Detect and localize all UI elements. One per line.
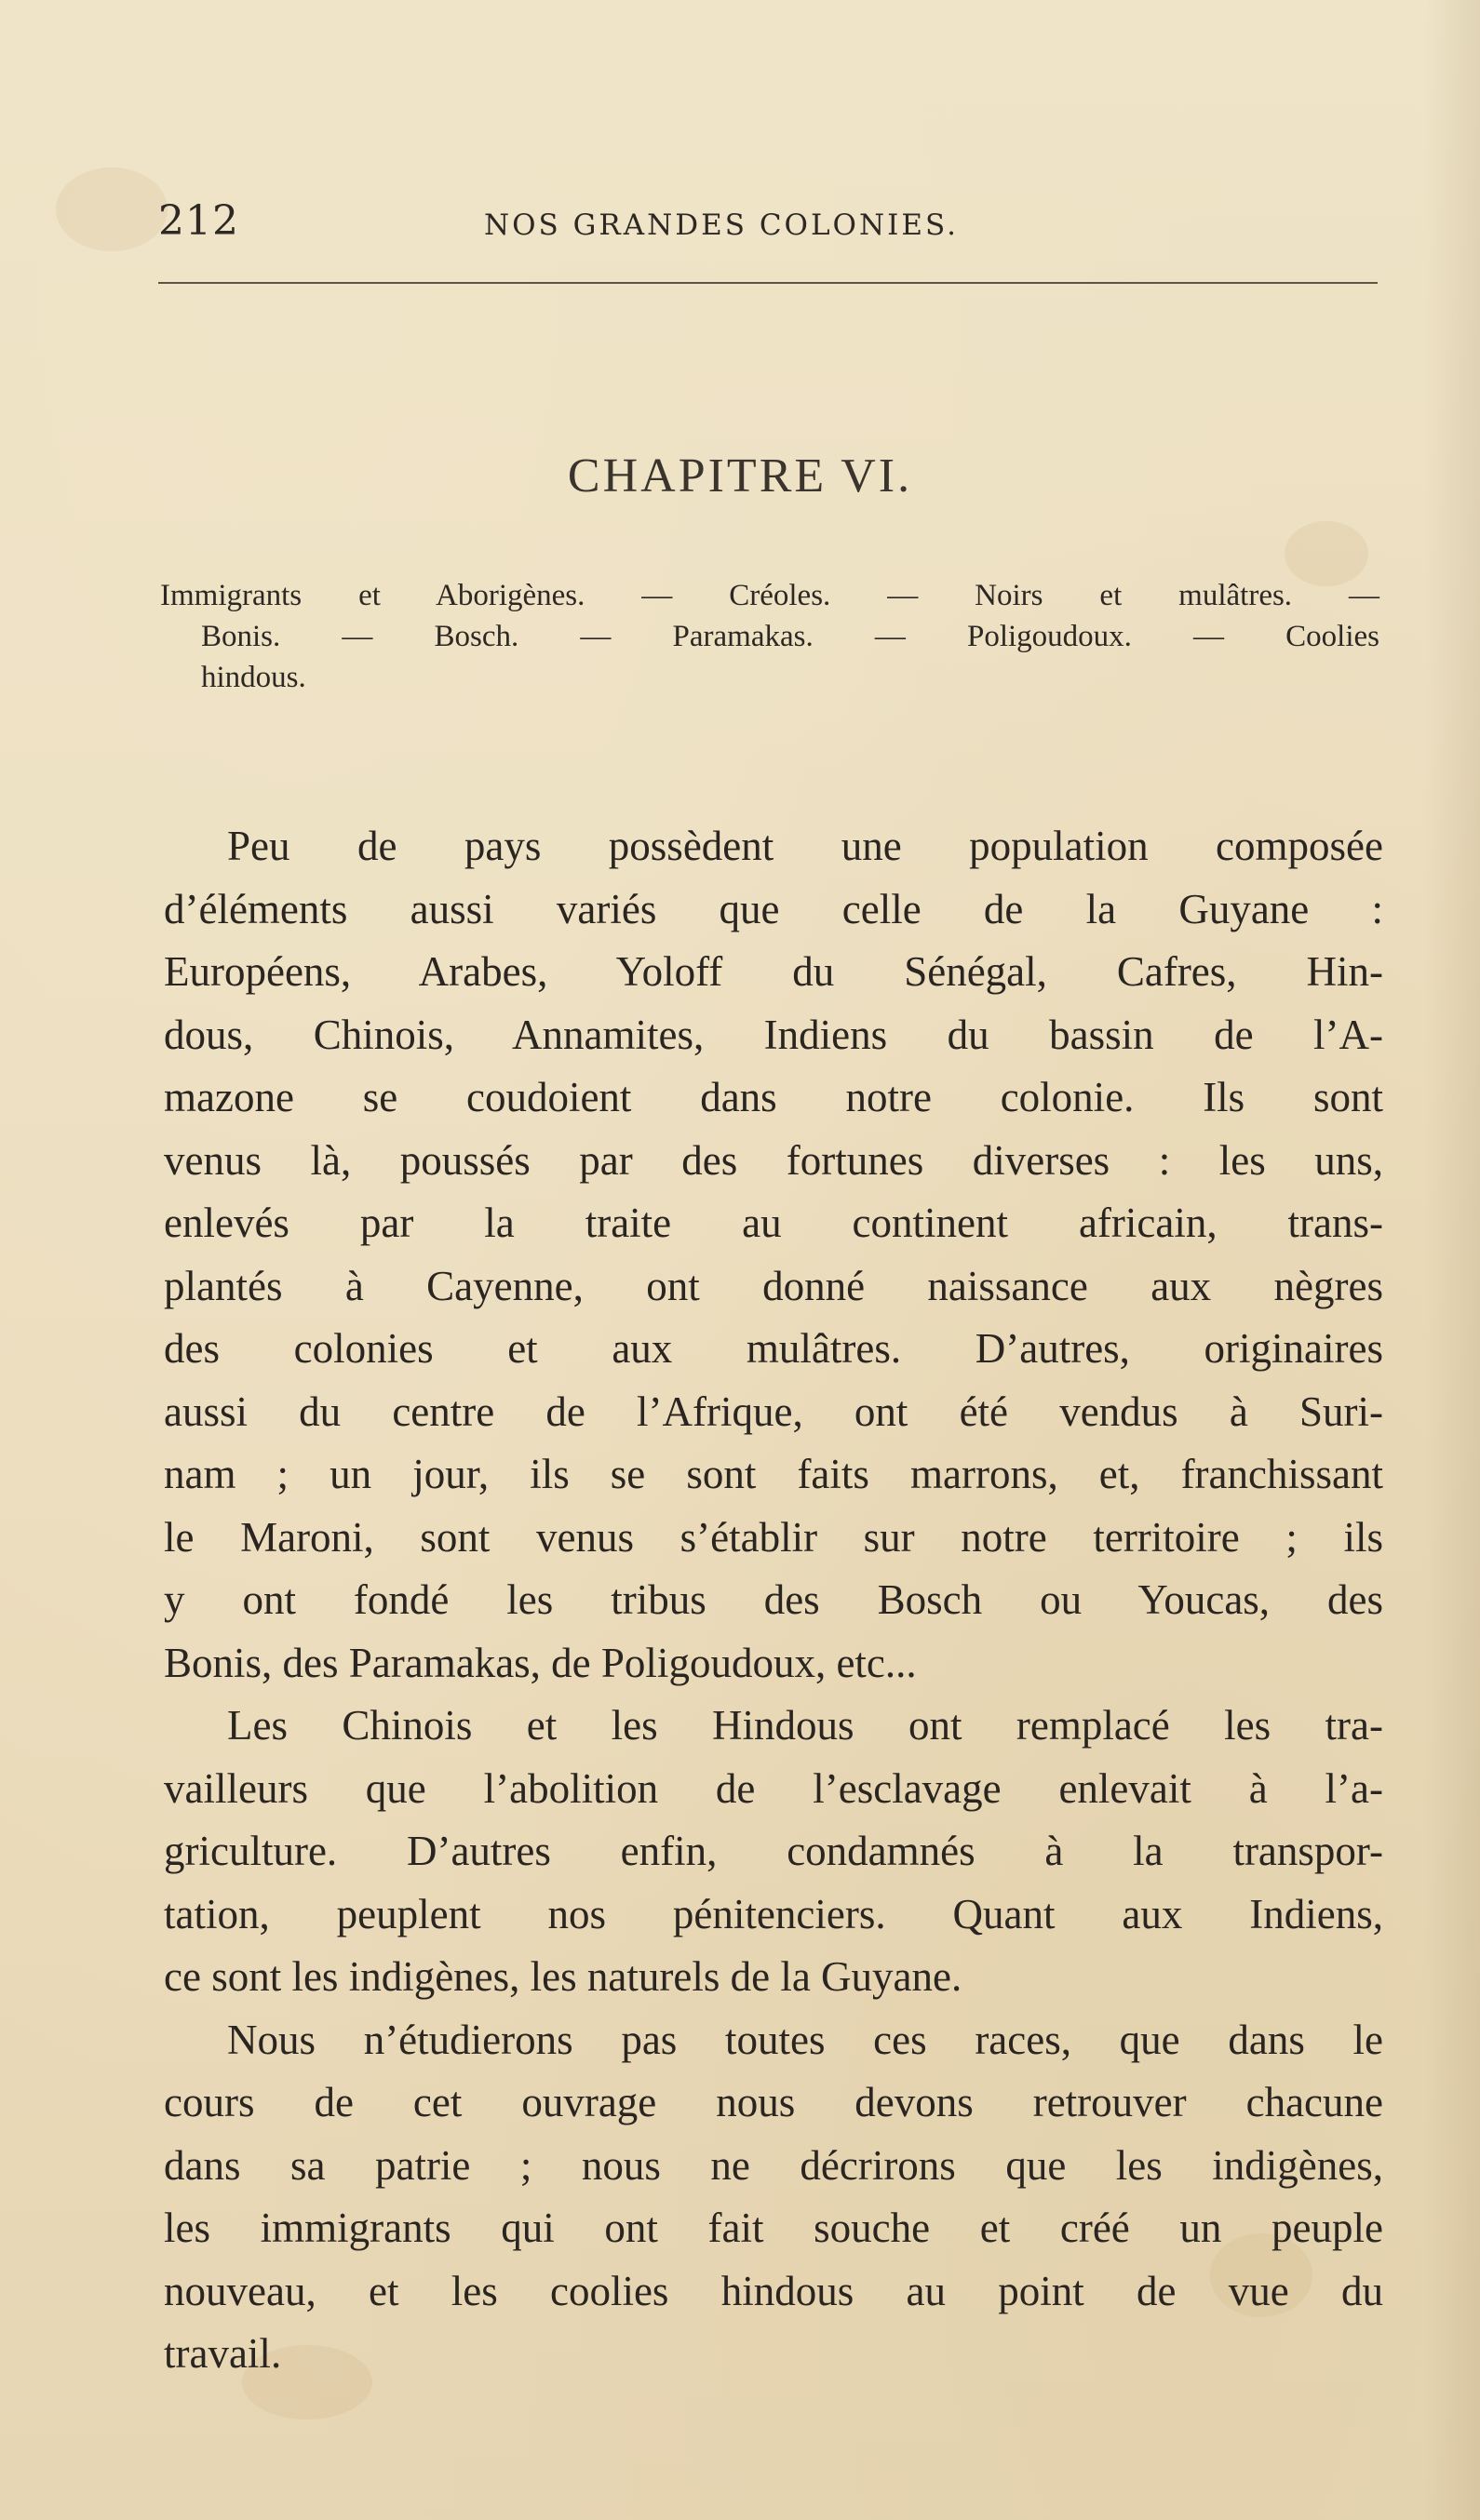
text-line: dans sa patrie ; nous ne décrirons que les indigènes, (164, 2141, 1383, 2189)
text-line: nam ; un jour, ils se sont faits marrons, et, franchissant (164, 1451, 1383, 1497)
chapter-title: CHAPITRE VI. (567, 449, 913, 503)
text-line: venus là, poussés par des fortunes diverses : les uns, (164, 1136, 1383, 1184)
text-line: Bonis, des Paramakas, de Poligoudoux, etc... (164, 1639, 917, 1686)
text-line: le Maroni, sont venus s’établir sur notre territoire ; ils (164, 1513, 1383, 1561)
text-line: Nous n’étudierons pas toutes ces races, que dans le (227, 2016, 1383, 2063)
paragraph (164, 815, 1383, 1695)
page-edge-shadow (1424, 0, 1480, 2520)
text-line: vailleurs que l’abolition de l’esclavage enlevait à l’a- (164, 1764, 1383, 1812)
text-line: ce sont les indigènes, les naturels de la Guyane. (164, 1953, 962, 2000)
text-line: des colonies et aux mulâtres. D’autres, originaires (164, 1325, 1383, 1372)
text-line: griculture. D’autres enfin, condamnés à la transpor- (164, 1828, 1383, 1874)
page-header (158, 197, 1378, 253)
text-line: dous, Chinois, Annamites, Indiens du bassin de l’A- (164, 1011, 1383, 1058)
running-title: NOS GRANDES COLONIES. (484, 208, 959, 242)
text-line: mazone se coudoient dans notre colonie. Ils sont (164, 1074, 1383, 1120)
text-line: y ont fondé les tribus des Bosch ou Youcas, des (164, 1576, 1383, 1623)
text-line: Européens, Arabes, Yoloff du Sénégal, Cafres, Hin- (164, 948, 1383, 995)
text-line: plantés à Cayenne, ont donné naissance aux nègres (164, 1262, 1383, 1309)
header-rule (158, 282, 1378, 284)
chapter-summary (160, 575, 1379, 698)
summary-line: Immigrants et Aborigènes. — Créoles. — Noirs et mulâtres. — (160, 579, 1379, 612)
text-line: Les Chinois et les Hindous ont remplacé les tra- (227, 1702, 1383, 1749)
text-line: d’éléments aussi variés que celle de la Guyane : (164, 885, 1383, 932)
summary-line: hindous. (201, 661, 306, 694)
text-line: nouveau, et les coolies hindous au point de vue du (164, 2267, 1383, 2314)
text-line: Peu de pays possèdent une population composée (227, 823, 1383, 869)
text-line: aussi du centre de l’Afrique, ont été vendus à Suri- (164, 1387, 1383, 1435)
paragraph (164, 1695, 1383, 2009)
text-line: enlevés par la traite au continent africain, trans- (164, 1200, 1383, 1246)
page-number: 212 (158, 197, 239, 245)
text-line: les immigrants qui ont fait souche et créé un peuple (164, 2205, 1383, 2251)
paragraph (164, 2009, 1383, 2386)
text-line: tation, peuplent nos pénitenciers. Quant aux Indiens, (164, 1890, 1383, 1937)
body-text (164, 815, 1383, 2386)
summary-line: Bonis. — Bosch. — Paramakas. — Poligoudoux. — Coolies (201, 620, 1379, 653)
text-line: cours de cet ouvrage nous devons retrouver chacune (164, 2079, 1383, 2125)
text-line: travail. (164, 2330, 282, 2377)
paper-stain (56, 168, 168, 251)
